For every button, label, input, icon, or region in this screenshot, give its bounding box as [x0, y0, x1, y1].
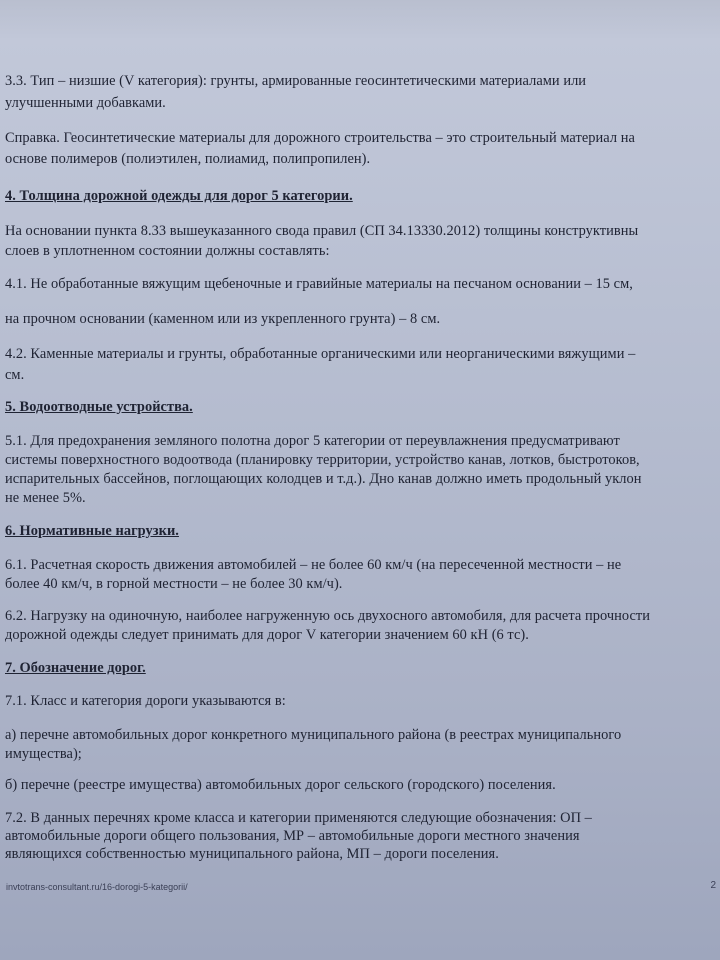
text-line: системы поверхностного водоотвода (планировку территории, устройство канав, лотков, быстротоков,	[5, 452, 640, 468]
text-line: На основании пункта 8.33 вышеуказанного свода правил (СП 34.13330.2012) толщины конструктивны	[5, 223, 639, 239]
page-number: 2	[710, 880, 716, 891]
text-line: 5.1. Для предохранения земляного полотна дорог 5 категории от переувлажнения предусматривают	[5, 433, 620, 449]
text-line: Справка. Геосинтетические материалы для дорожного строительства – это строительный материал на	[5, 130, 635, 146]
text-line: улучшенными добавками.	[5, 95, 166, 111]
text-line: а) перечне автомобильных дорог конкретного муниципального района (в реестрах муниципального	[5, 727, 622, 743]
text-line: основе полимеров (полиэтилен, полиамид, полипропилен).	[5, 151, 371, 167]
section-heading-6: 6. Нормативные нагрузки.	[5, 523, 179, 539]
text-line: более 40 км/ч, в горной местности – не более 30 км/ч).	[5, 576, 343, 592]
text-line: 6.1. Расчетная скорость движения автомобилей – не более 60 км/ч (на пересеченной местности – не	[5, 557, 622, 573]
text-line: являющихся собственностью муниципального района, МП – дороги поселения.	[5, 846, 499, 862]
section-heading-4: 4. Толщина дорожной одежды для дорог 5 категории.	[5, 188, 353, 204]
footer-url: invtotrans-consultant.ru/16-dorogi-5-kategorii/	[6, 882, 188, 892]
text-line: 4.2. Каменные материалы и грунты, обработанные органическими или неорганическими вяжущими –	[5, 346, 636, 362]
page-shadow	[0, 0, 720, 40]
text-line: слоев в уплотненном состоянии должны составлять:	[5, 243, 330, 259]
text-line: 6.2. Нагрузку на одиночную, наиболее нагруженную ось двухосного автомобиля, для расчета прочности	[5, 608, 651, 624]
text-line: не менее 5%.	[5, 490, 86, 506]
section-heading-7: 7. Обозначение дорог.	[5, 660, 146, 676]
text-line: имущества);	[5, 746, 82, 762]
text-line: на прочном основании (каменном или из укрепленного грунта) – 8 см.	[5, 311, 441, 327]
section-heading-5: 5. Водоотводные устройства.	[5, 399, 193, 415]
text-line: автомобильные дороги общего пользования, МР – автомобильные дороги местного значения	[5, 828, 580, 844]
text-line: дорожной одежды следует принимать для дорог V категории значением 60 кН (6 тс).	[5, 627, 529, 643]
text-line: 7.2. В данных перечнях кроме класса и категории применяются следующие обозначения: ОП –	[5, 810, 592, 826]
text-line: испарительных бассейнов, поглощающих колодцев и т.д.). Дно канав должно иметь продольный уклон	[5, 471, 642, 487]
text-line: 3.3. Тип – низшие (V категория): грунты, армированные геосинтетическими материалами или	[5, 73, 587, 89]
text-line: 4.1. Не обработанные вяжущим щебеночные и гравийные материалы на песчаном основании – 15 см,	[5, 276, 633, 292]
text-line: 7.1. Класс и категория дороги указываются в:	[5, 693, 286, 709]
text-line: см.	[5, 367, 25, 383]
text-line: б) перечне (реестре имущества) автомобильных дорог сельского (городского) поселения.	[5, 777, 556, 793]
